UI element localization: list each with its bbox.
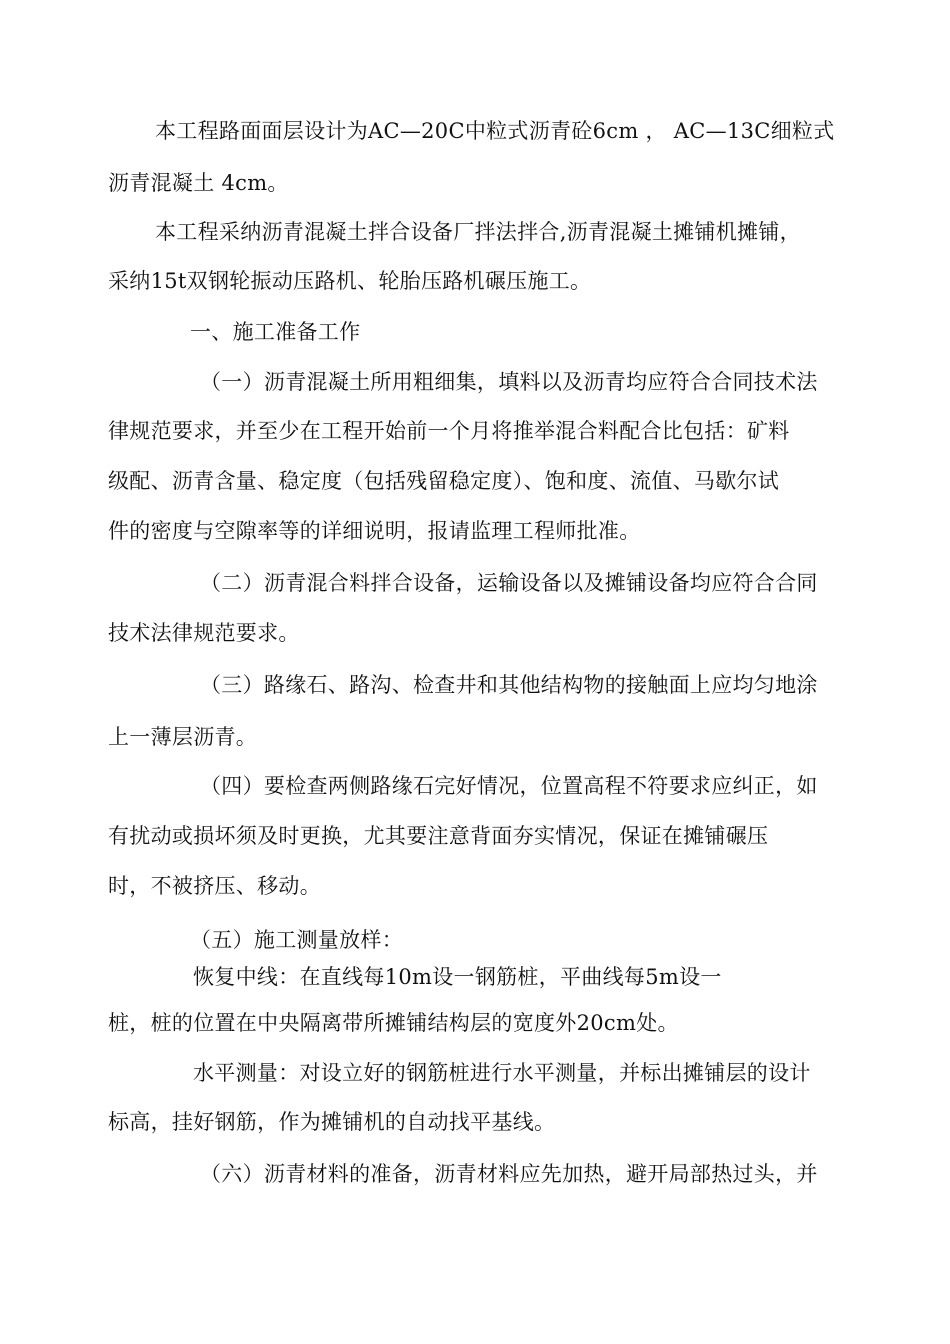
section-heading: 一、施工准备工作 <box>190 320 361 344</box>
paragraph-line: 有扰动或损坏须及时更换，尤其要注意背面夯实情况，保证在摊铺碾压 <box>108 824 769 848</box>
paragraph-line: 恢复中线：在直线每10m设一钢筋桩，平曲线每5m设一 <box>193 965 722 989</box>
paragraph-line: （二）沥青混合料拌合设备，运输设备以及摊铺设备均应符合合同 <box>200 571 818 595</box>
paragraph-line: 上一薄层沥青。 <box>108 725 258 749</box>
paragraph-line: 桩，桩的位置在中央隔离带所摊铺结构层的宽度外20cm处。 <box>108 1011 679 1035</box>
paragraph-line: 水平测量：对设立好的钢筋桩进行水平测量，并标出摊铺层的设计 <box>193 1061 811 1085</box>
paragraph-line: 件的密度与空隙率等的详细说明，报请监理工程师批准。 <box>108 519 641 543</box>
paragraph-line: （四）要检查两侧路缘石完好情况，位置高程不符要求应纠正，如 <box>200 774 818 798</box>
paragraph-line: （一）沥青混凝土所用粗细集，填料以及沥青均应符合合同技术法 <box>200 370 818 394</box>
paragraph-line: 标高，挂好钢筋，作为摊铺机的自动找平基线。 <box>108 1110 556 1134</box>
paragraph-line: 级配、沥青含量、稳定度（包括残留稳定度）、饱和度、流值、马歇尔试 <box>108 469 780 493</box>
paragraph-line: （三）路缘石、路沟、检查井和其他结构物的接触面上应均匀地涂 <box>200 673 818 697</box>
paragraph-line: 技术法律规范要求。 <box>108 621 300 645</box>
paragraph-line: 采纳15t双钢轮振动压路机、轮胎压路机碾压施工。 <box>108 269 592 293</box>
paragraph-line: 时，不被挤压、移动。 <box>108 874 321 898</box>
paragraph-line: 律规范要求，并至少在工程开始前一个月将推举混合料配合比包括：矿料 <box>108 419 790 443</box>
paragraph-line: （六）沥青材料的准备，沥青材料应先加热，避开局部热过头，并 <box>200 1162 818 1186</box>
subsection-heading: （五）施工测量放样： <box>190 928 403 952</box>
paragraph-line: 沥青混凝土 4cm。 <box>108 171 289 195</box>
paragraph-line: 本工程采纳沥青混凝土拌合设备厂拌法拌合,沥青混凝土摊铺机摊铺， <box>155 220 801 244</box>
paragraph-line: 本工程路面面层设计为AC—20C中粒式沥青砼6cm ， AC—13C细粒式 <box>155 119 835 143</box>
